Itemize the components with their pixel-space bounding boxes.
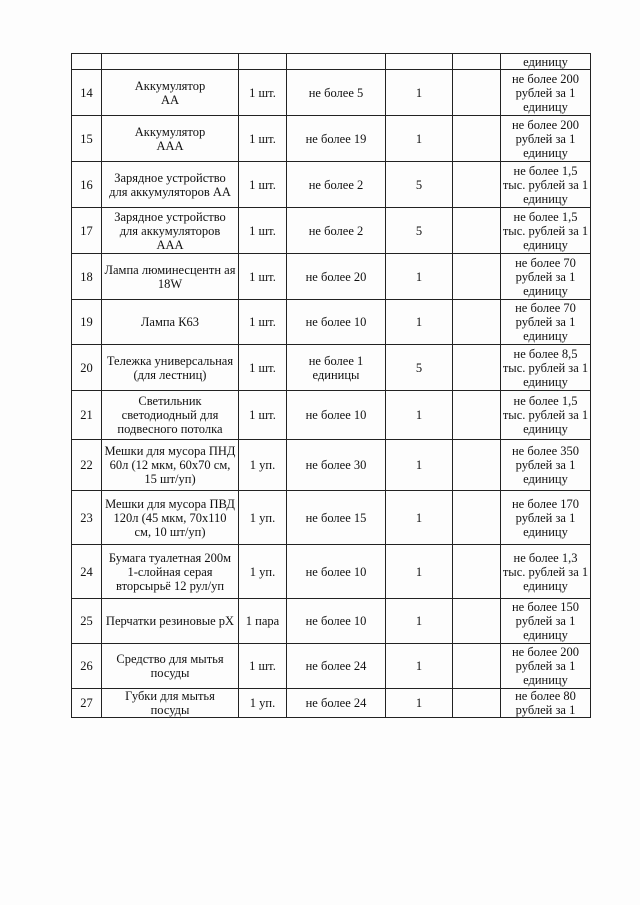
per-person-cell: 1 xyxy=(386,599,453,644)
blank-cell xyxy=(453,54,501,70)
price-cell: не более 1,5 тыс. рублей за 1 единицу xyxy=(501,391,591,440)
per-person-cell: 1 xyxy=(386,491,453,545)
price-cell: не более 170 рублей за 1 единицу xyxy=(501,491,591,545)
per-person-cell: 1 xyxy=(386,391,453,440)
quantity-cell: не более 2 xyxy=(287,208,386,254)
blank-cell xyxy=(453,689,501,718)
row-number-cell: 15 xyxy=(72,116,102,162)
item-name-cell: Аккумулятор ААА xyxy=(102,116,239,162)
price-cell: не более 1,5 тыс. рублей за 1 единицу xyxy=(501,162,591,208)
row-number-cell: 27 xyxy=(72,689,102,718)
blank-cell xyxy=(453,70,501,116)
table-row xyxy=(72,491,591,545)
table-row xyxy=(72,54,591,70)
row-number-cell xyxy=(72,54,102,70)
item-name-cell: Губки для мытья посуды xyxy=(102,689,239,718)
blank-cell xyxy=(453,599,501,644)
price-cell: не более 70 рублей за 1 единицу xyxy=(501,300,591,345)
unit-cell: 1 шт. xyxy=(239,345,287,391)
table-row xyxy=(72,116,591,162)
per-person-cell: 1 xyxy=(386,300,453,345)
blank-cell xyxy=(453,644,501,689)
item-name-cell: Светильник светодиодный для подвесного потолка xyxy=(102,391,239,440)
unit-cell: 1 уп. xyxy=(239,689,287,718)
blank-cell xyxy=(453,300,501,345)
price-cell: не более 200 рублей за 1 единицу xyxy=(501,70,591,116)
table-row xyxy=(72,345,591,391)
per-person-cell: 1 xyxy=(386,116,453,162)
quantity-cell: не более 10 xyxy=(287,599,386,644)
item-name-cell: Мешки для мусора ПНД 60л (12 мкм, 60х70 см, 15 шт/уп) xyxy=(102,440,239,491)
unit-cell: 1 шт. xyxy=(239,254,287,300)
row-number-cell: 24 xyxy=(72,545,102,599)
per-person-cell: 1 xyxy=(386,545,453,599)
quantity-cell xyxy=(287,54,386,70)
unit-cell: 1 уп. xyxy=(239,545,287,599)
blank-cell xyxy=(453,116,501,162)
row-number-cell: 22 xyxy=(72,440,102,491)
quantity-cell: не более 10 xyxy=(287,300,386,345)
quantity-cell: не более 30 xyxy=(287,440,386,491)
row-number-cell: 18 xyxy=(72,254,102,300)
table-row xyxy=(72,689,591,718)
blank-cell xyxy=(453,345,501,391)
row-number-cell: 17 xyxy=(72,208,102,254)
row-number-cell: 16 xyxy=(72,162,102,208)
quantity-cell: не более 10 xyxy=(287,391,386,440)
row-number-cell: 26 xyxy=(72,644,102,689)
table-row xyxy=(72,440,591,491)
quantity-cell: не более 10 xyxy=(287,545,386,599)
table-row xyxy=(72,208,591,254)
table-row xyxy=(72,391,591,440)
unit-cell: 1 уп. xyxy=(239,440,287,491)
unit-cell: 1 шт. xyxy=(239,391,287,440)
unit-cell: 1 шт. xyxy=(239,208,287,254)
item-name-cell: Зарядное устройство для аккумуляторов АА xyxy=(102,162,239,208)
item-name-cell: Лампа люминесцентн ая 18W xyxy=(102,254,239,300)
table-row xyxy=(72,70,591,116)
row-number-cell: 19 xyxy=(72,300,102,345)
quantity-cell: не более 1 единицы xyxy=(287,345,386,391)
unit-cell: 1 шт. xyxy=(239,116,287,162)
price-cell: не более 8,5 тыс. рублей за 1 единицу xyxy=(501,345,591,391)
item-name-cell: Зарядное устройство для аккумуляторов ААА xyxy=(102,208,239,254)
item-name-cell xyxy=(102,54,239,70)
per-person-cell: 1 xyxy=(386,689,453,718)
table-row xyxy=(72,644,591,689)
per-person-cell: 1 xyxy=(386,254,453,300)
price-cell: не более 350 рублей за 1 единицу xyxy=(501,440,591,491)
per-person-cell: 5 xyxy=(386,208,453,254)
per-person-cell: 1 xyxy=(386,70,453,116)
item-name-cell: Лампа К63 xyxy=(102,300,239,345)
table-row xyxy=(72,162,591,208)
blank-cell xyxy=(453,491,501,545)
quantity-cell: не более 5 xyxy=(287,70,386,116)
price-cell: не более 70 рублей за 1 единицу xyxy=(501,254,591,300)
quantity-cell: не более 2 xyxy=(287,162,386,208)
price-cell: не более 1,5 тыс. рублей за 1 единицу xyxy=(501,208,591,254)
item-name-cell: Аккумулятор АА xyxy=(102,70,239,116)
blank-cell xyxy=(453,440,501,491)
quantity-cell: не более 15 xyxy=(287,491,386,545)
unit-cell: 1 шт. xyxy=(239,300,287,345)
quantity-cell: не более 24 xyxy=(287,644,386,689)
quantity-cell: не более 24 xyxy=(287,689,386,718)
row-number-cell: 20 xyxy=(72,345,102,391)
per-person-cell: 1 xyxy=(386,644,453,689)
blank-cell xyxy=(453,162,501,208)
price-cell: не более 150 рублей за 1 единицу xyxy=(501,599,591,644)
quantity-cell: не более 19 xyxy=(287,116,386,162)
blank-cell xyxy=(453,545,501,599)
row-number-cell: 21 xyxy=(72,391,102,440)
item-name-cell: Мешки для мусора ПВД 120л (45 мкм, 70х110 см, 10 шт/уп) xyxy=(102,491,239,545)
price-cell: не более 80 рублей за 1 xyxy=(501,689,591,718)
blank-cell xyxy=(453,254,501,300)
unit-cell: 1 шт. xyxy=(239,644,287,689)
spec-table xyxy=(71,53,591,718)
per-person-cell: 1 xyxy=(386,440,453,491)
blank-cell xyxy=(453,391,501,440)
unit-cell xyxy=(239,54,287,70)
unit-cell: 1 пара xyxy=(239,599,287,644)
table-row xyxy=(72,254,591,300)
price-cell: не более 200 рублей за 1 единицу xyxy=(501,644,591,689)
blank-cell xyxy=(453,208,501,254)
item-name-cell: Тележка универсальная (для лестниц) xyxy=(102,345,239,391)
row-number-cell: 23 xyxy=(72,491,102,545)
unit-cell: 1 уп. xyxy=(239,491,287,545)
per-person-cell: 5 xyxy=(386,345,453,391)
quantity-cell: не более 20 xyxy=(287,254,386,300)
unit-cell: 1 шт. xyxy=(239,162,287,208)
item-name-cell: Бумага туалетная 200м 1-слойная серая вторсырьё 12 рул/уп xyxy=(102,545,239,599)
row-number-cell: 25 xyxy=(72,599,102,644)
item-name-cell: Перчатки резиновые рХ xyxy=(102,599,239,644)
unit-cell: 1 шт. xyxy=(239,70,287,116)
table-row xyxy=(72,599,591,644)
row-number-cell: 14 xyxy=(72,70,102,116)
item-name-cell: Средство для мытья посуды xyxy=(102,644,239,689)
table-row xyxy=(72,300,591,345)
per-person-cell: 5 xyxy=(386,162,453,208)
price-cell: единицу xyxy=(501,54,591,70)
per-person-cell xyxy=(386,54,453,70)
price-cell: не более 200 рублей за 1 единицу xyxy=(501,116,591,162)
table-row xyxy=(72,545,591,599)
price-cell: не более 1,3 тыс. рублей за 1 единицу xyxy=(501,545,591,599)
